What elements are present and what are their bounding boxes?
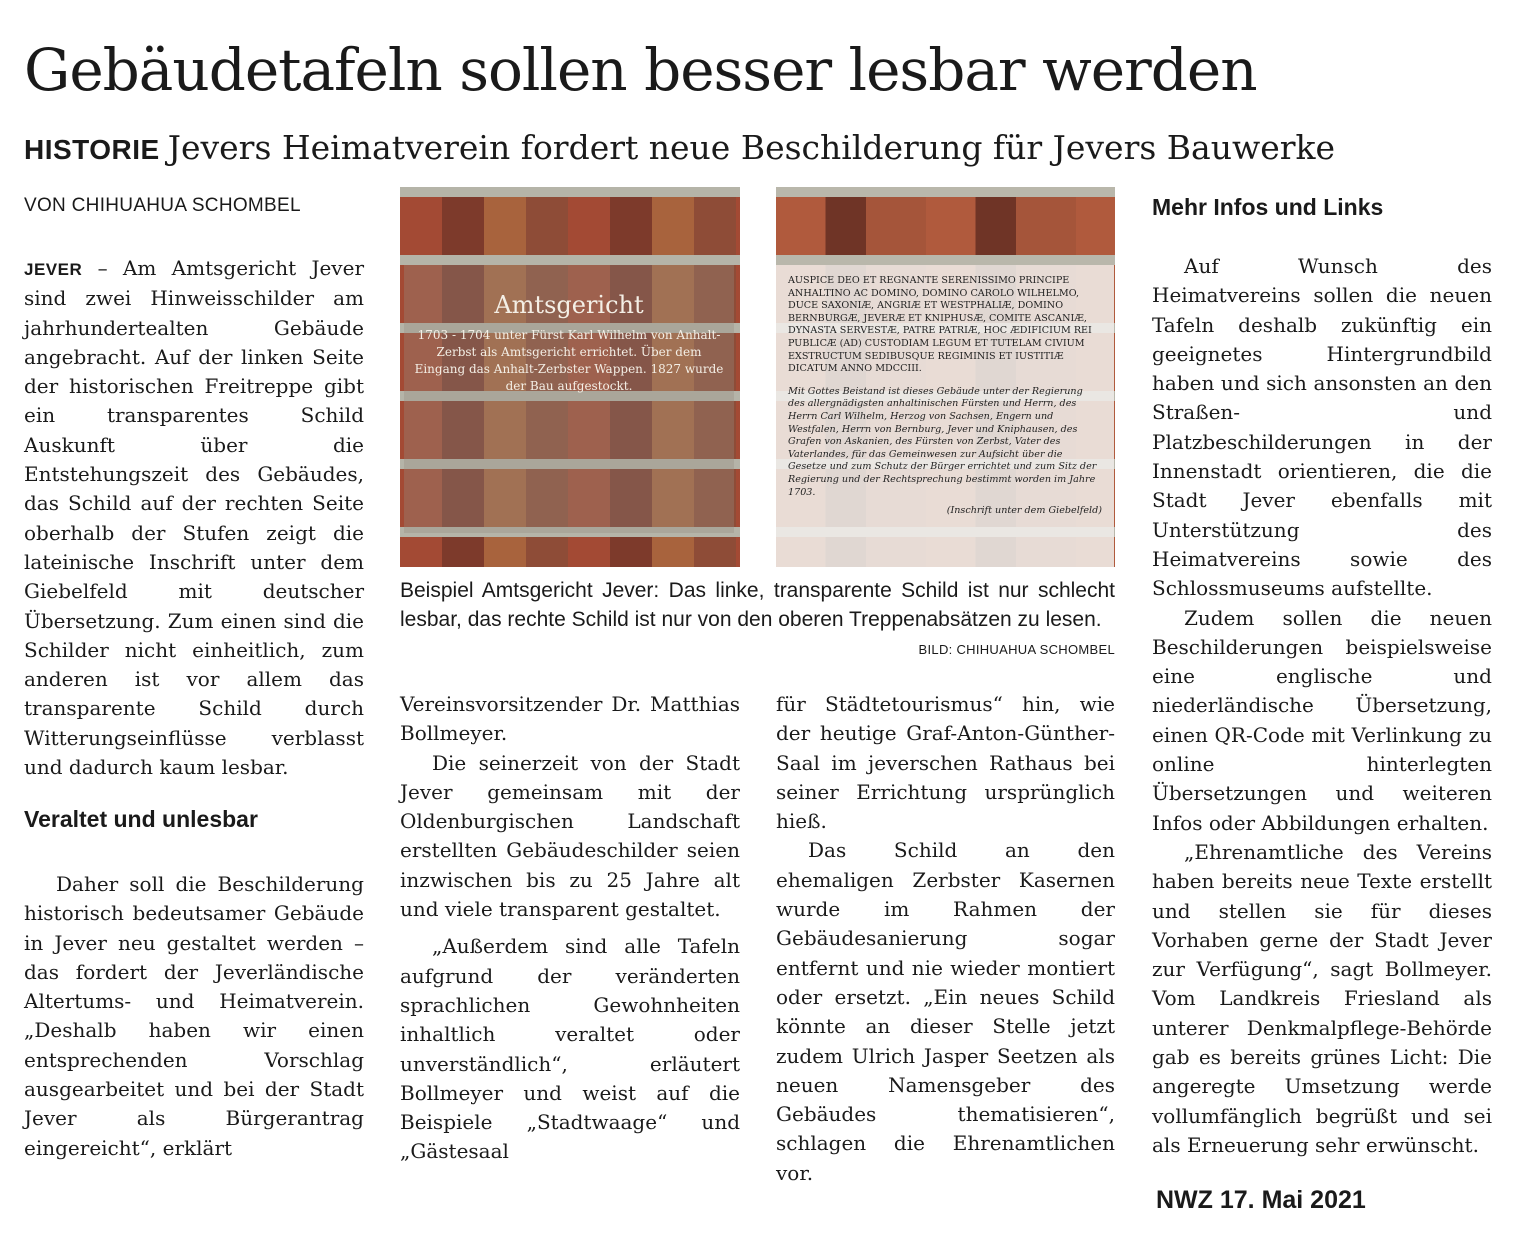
paragraph: Daher soll die Beschilderung historisch bedeutsamer Gebäude in Jever neu gestaltet werden – das fordert der Jeverländische Altertums- und Heimatverein. „Deshalb haben wir einen entsprechenden Vorschlag ausgearbeitet und bei der Stadt Jever als Bürgerantrag eingereicht“, erklärt xyxy=(24,872,364,1160)
subheadline-row xyxy=(24,126,1335,172)
dateline: JEVER xyxy=(24,260,83,279)
paragraph: Die seinerzeit von der Stadt Jever gemeinsam mit der Oldenburgischen Landschaft erstellten Gebäudeschilder seien inzwischen bis zu 25 Jahre alt und viele transparent gestaltet. xyxy=(400,750,740,922)
info-heading: Mehr Infos und Links xyxy=(1152,194,1384,220)
photo-left-sign xyxy=(400,187,740,567)
latin-inscription: AUSPICE DEO ET REGNANTE SERENISSIMO PRINCIPE ANHALTINO AC DOMINO, DOMINO CAROLO WILHELMO, DUCE SAXONIÆ, ANGRIÆ ET WESTPHALIÆ, DOMINO BERNBURGÆ, JEVERÆ ET KNIPHUSÆ, COMITE ASCANIÆ, DYNASTA SERVESTÆ, PATRE PATRIÆ, HOC ÆDIFICIUM REI PUBLICÆ (AD) CUSTODIAM LEGUM ET TUTELAM CIVIUM EXSTRUCTUM SEDIBUSQUE REGIMINIS ET IUSTITIÆ DICATUM ANNO MDCCIII. xyxy=(788,275,1092,375)
photo-credit: BILD: CHIHUAHUA SCHOMBEL xyxy=(918,642,1115,657)
source-note: NWZ 17. Mai 2021 xyxy=(1156,1186,1366,1214)
byline: VON CHIHUAHUA SCHOMBEL xyxy=(24,195,301,216)
sign-text: 1703 - 1704 unter Fürst Karl Wilhelm von Anhalt-Zerbst als Amtsgericht errichtet. Über dem Eingang das Anhalt-Zerbster Wappen. 1827 wurde der Bau aufgestockt. xyxy=(414,328,724,393)
paragraph: „Ehrenamtliche des Vereins haben bereits neue Texte erstellt und stellen sie für dieses Vorhaben gerne der Stadt Jever zur Verfügung“, sagt Bollmeyer. Vom Landkreis Friesland als unterer Denkmalpflege-Behörde gab es bereits grünes Licht: Die angeregte Umsetzung werde vollumfänglich begrüßt und sei als Erneuerung sehr erwünscht. xyxy=(1152,839,1492,1157)
paragraph: Zudem sollen die neuen Beschilderungen beispielsweise eine englische und niederländische Übersetzung, einen QR-Code mit Verlinkung zu online hinterlegten Übersetzungen und weiteren Infos oder Abbildungen erhalten. xyxy=(1152,605,1492,835)
sign-title: Amtsgericht xyxy=(494,291,644,319)
paragraph: Auf Wunsch des Heimatvereins sollen die neuen Tafeln deshalb zukünftig ein geeignetes Hintergrundbild haben und sich ansonsten an den Straßen- und Platzbeschilderungen in der Innenstadt orientieren, die die Stadt Jever ebenfalls mit Unterstützung des Heimatvereins sowie des Schlossmuseums aufstellte. xyxy=(1152,254,1492,601)
paragraph: für Städtetourismus“ hin, wie der heutige Graf-Anton-Günther-Saal im jeverschen Rathaus bei seiner Errichtung ursprünglich hieß. xyxy=(776,692,1115,834)
inscription-source: (Inschrift unter dem Giebelfeld) xyxy=(946,505,1102,517)
paragraph xyxy=(24,254,364,782)
paragraph: „Außerdem sind alle Tafeln aufgrund der veränderten sprachlichen Gewohnheiten inhaltlich veraltet oder unverständlich“, erläutert Bollmeyer und weist auf die Beispiele „Stadtwaage“ und „Gästesaal xyxy=(400,934,740,1164)
subhead-veraltet: Veraltet und unlesbar xyxy=(24,806,258,832)
column-1 xyxy=(24,254,364,782)
column-1-lower xyxy=(24,870,364,1163)
paragraph: Das Schild an den ehemaligen Zerbster Kasernen wurde im Rahmen der Gebäudesanierung sogar entfernt und nie wieder montiert oder ersetzt. „Ein neues Schild könnte an dieser Stelle jetzt zudem Ulrich Jasper Seetzen als neuen Namensgeber des Gebäudes thematisieren“, schlagen die Ehrenamtlichen vor. xyxy=(776,838,1115,1185)
transparent-sign xyxy=(404,265,734,533)
headline: Gebäudetafeln sollen besser lesbar werden xyxy=(24,36,1257,104)
paragraph-text: – Am Amtsgericht Jever sind zwei Hinweisschilder am jahrhundertealten Gebäude angebracht. Auf der linken Seite der historischen Freitreppe gibt ein transparentes Schild Auskunft über die Entstehungszeit des Gebäudes, das Schild auf der rechten Seite oberhalb der Stufen zeigt die lateinische Inschrift unter dem Giebelfeld mit deutscher Übersetzung. Zum einen sind die Schilder nicht einheitlich, zum anderen ist vor allem das transparente Schild durch Witterungseinflüsse verblasst und dadurch kaum lesbar. xyxy=(24,256,364,780)
paragraph: Vereinsvorsitzender Dr. Matthias Bollmeyer. xyxy=(400,692,740,746)
german-translation: Mit Gottes Beistand ist dieses Gebäude unter der Regierung des allergnädigsten anhaltinischen Fürsten und Herrn, des Herrn Carl Wilhelm, Herzog von Sachsen, Engern und Westfalen, Herrn von Bernburg, Jever und Kniphausen, des Grafen von Askanien, des Fürsten von Zerbst, Vater des Vaterlandes, für das Gemeinwesen zur Aufsicht über die Gesetze und zum Schutz der Bürger errichtet und zum Sitz der Regierung und der Rechtsprechung bestimmt worden im Jahre 1703. xyxy=(788,385,1097,498)
photo-right-sign xyxy=(776,187,1115,567)
inscription-sign xyxy=(776,265,1114,567)
column-4 xyxy=(1152,252,1492,1160)
kicker: HISTORIE xyxy=(24,134,160,165)
column-2 xyxy=(400,690,740,1167)
column-3 xyxy=(776,690,1115,1188)
subheadline: Jevers Heimatverein fordert neue Beschilderung für Jevers Bauwerke xyxy=(167,128,1336,167)
photo-caption: Beispiel Amtsgericht Jever: Das linke, transparente Schild ist nur schlecht lesbar, das rechte Schild ist nur von den oberen Treppenabsätzen zu lesen. xyxy=(400,579,1115,631)
